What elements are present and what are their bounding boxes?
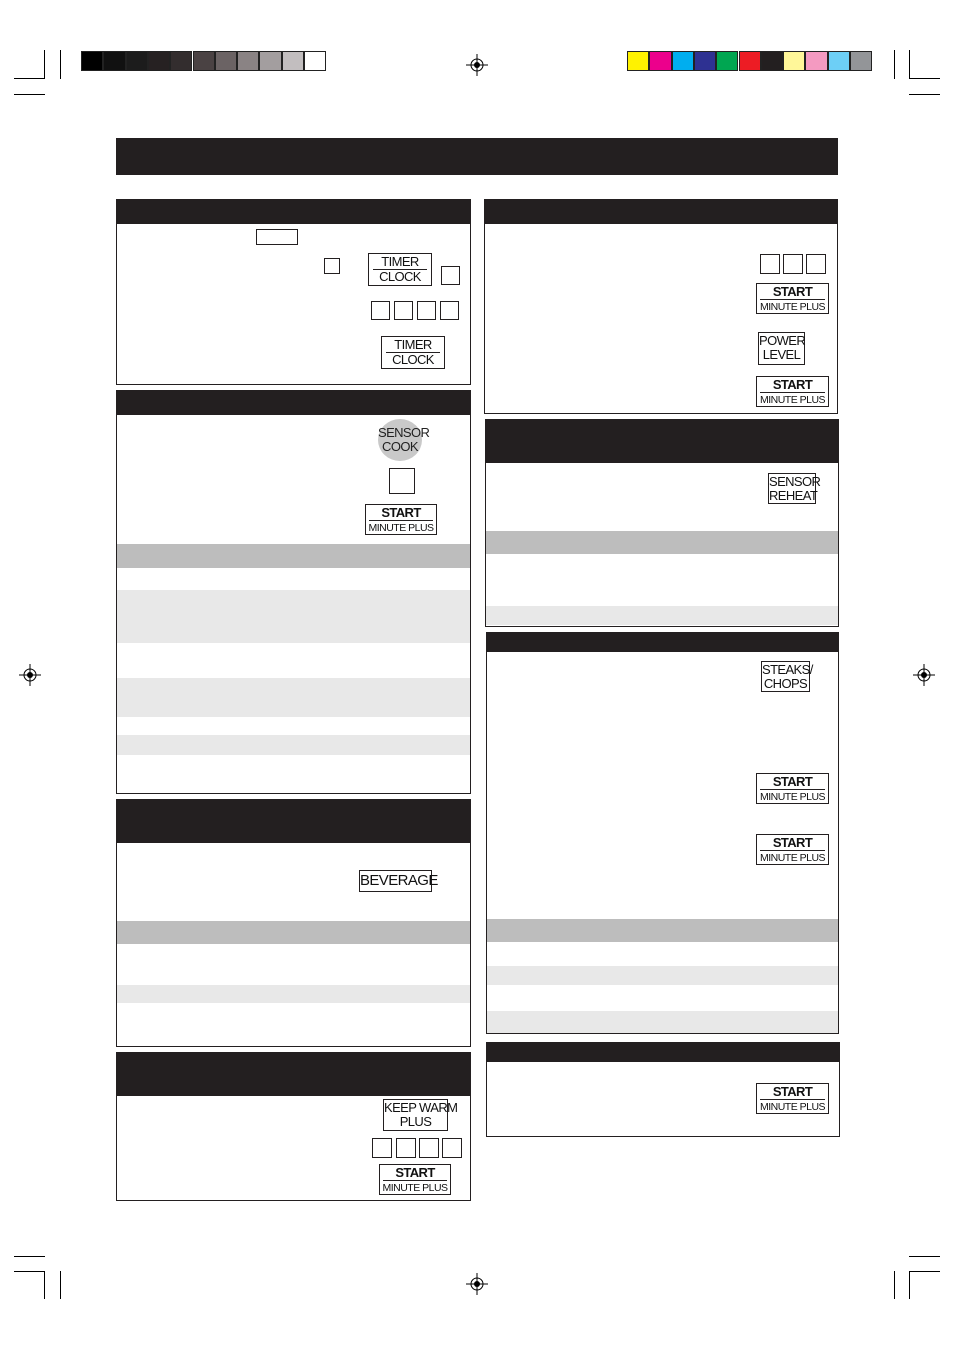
table-row-band bbox=[486, 606, 838, 625]
gray-swatch bbox=[259, 51, 281, 71]
manual-cook-panel-header bbox=[485, 200, 837, 224]
display-box bbox=[256, 229, 298, 245]
timer-clock-key: TIMER CLOCK bbox=[381, 336, 445, 369]
number-key-box bbox=[417, 301, 436, 320]
table-header-band bbox=[487, 919, 838, 942]
number-key-box bbox=[442, 1138, 462, 1158]
table-row-band bbox=[117, 678, 470, 717]
color-swatch bbox=[805, 51, 827, 71]
sensor-reheat-panel bbox=[485, 419, 839, 627]
beverage-key: BEVERAGE bbox=[359, 870, 432, 892]
gray-swatch bbox=[304, 51, 326, 71]
start-minute-plus-key: START MINUTE PLUS bbox=[756, 773, 829, 804]
clock-panel-header bbox=[117, 200, 470, 224]
gray-swatch bbox=[170, 51, 192, 71]
number-key-box bbox=[806, 254, 826, 274]
keep-warm-plus-key: KEEP WARM PLUS bbox=[384, 1100, 458, 1129]
table-header-band bbox=[117, 921, 470, 944]
color-swatch bbox=[739, 51, 761, 71]
beverage-panel-header bbox=[117, 800, 470, 843]
start-minute-plus-key: START MINUTE PLUS bbox=[365, 504, 437, 535]
color-swatch bbox=[694, 51, 716, 71]
keep-warm-panel-header bbox=[117, 1053, 470, 1096]
number-key-box bbox=[441, 266, 460, 285]
start-minute-plus-key: START MINUTE PLUS bbox=[756, 834, 829, 865]
table-header-band bbox=[117, 544, 470, 568]
color-swatch bbox=[783, 51, 805, 71]
minute-plus-panel bbox=[486, 1042, 840, 1137]
number-key-box bbox=[440, 301, 459, 320]
sensor-cook-key: SENSOR COOK bbox=[378, 419, 422, 461]
gray-swatch bbox=[237, 51, 259, 71]
sensor-reheat-panel-header bbox=[486, 420, 838, 463]
number-key-box bbox=[389, 468, 415, 494]
clock-panel bbox=[116, 199, 471, 385]
start-minute-plus-key: START MINUTE PLUS bbox=[756, 376, 829, 407]
registration-mark-icon bbox=[19, 664, 41, 686]
number-key-box bbox=[760, 254, 780, 274]
number-key-box bbox=[783, 254, 803, 274]
gray-swatch bbox=[148, 51, 170, 71]
start-minute-plus-key: START MINUTE PLUS bbox=[756, 1083, 829, 1114]
start-minute-plus-key: START MINUTE PLUS bbox=[756, 283, 829, 314]
color-swatch bbox=[828, 51, 850, 71]
page-title-bar bbox=[116, 138, 838, 175]
number-key-box bbox=[394, 301, 413, 320]
table-row-band bbox=[487, 966, 838, 985]
table-row-band bbox=[117, 735, 470, 755]
minute-plus-panel-header bbox=[487, 1043, 839, 1062]
timer-clock-key: TIMER CLOCK bbox=[368, 253, 432, 286]
steaks-chops-panel bbox=[486, 632, 839, 1034]
sensor-cook-panel-header bbox=[117, 391, 470, 415]
table-header-band bbox=[486, 531, 838, 554]
table-row-band bbox=[487, 1011, 838, 1033]
start-minute-plus-key: START MINUTE PLUS bbox=[379, 1164, 451, 1195]
registration-mark-icon bbox=[466, 1273, 488, 1295]
beverage-panel bbox=[116, 799, 471, 1047]
table-row-band bbox=[117, 590, 470, 643]
number-key-box bbox=[396, 1138, 416, 1158]
table-row-band bbox=[117, 985, 470, 1003]
color-swatch bbox=[716, 51, 738, 71]
color-swatch bbox=[761, 51, 783, 71]
registration-mark-icon bbox=[466, 54, 488, 76]
color-swatch bbox=[649, 51, 671, 71]
manual-cook-panel bbox=[484, 199, 838, 414]
registration-mark-icon bbox=[913, 664, 935, 686]
steaks-chops-panel-header bbox=[487, 633, 838, 652]
steaks-chops-key: STEAKS/ CHOPS bbox=[762, 662, 813, 691]
gray-swatch bbox=[193, 51, 215, 71]
gray-swatch bbox=[215, 51, 237, 71]
color-swatch bbox=[850, 51, 872, 71]
number-key-box bbox=[371, 301, 390, 320]
gray-swatch bbox=[103, 51, 125, 71]
keep-warm-panel bbox=[116, 1052, 471, 1201]
sensor-cook-panel bbox=[116, 390, 471, 794]
color-swatch bbox=[672, 51, 694, 71]
power-level-key: POWER LEVEL bbox=[758, 332, 805, 365]
number-key-box bbox=[419, 1138, 439, 1158]
gray-swatch bbox=[126, 51, 148, 71]
small-key-box bbox=[324, 258, 340, 274]
sensor-reheat-key: SENSOR REHEAT bbox=[769, 474, 821, 503]
gray-swatch bbox=[81, 51, 103, 71]
gray-swatch bbox=[282, 51, 304, 71]
number-key-box bbox=[372, 1138, 392, 1158]
color-swatch bbox=[627, 51, 649, 71]
